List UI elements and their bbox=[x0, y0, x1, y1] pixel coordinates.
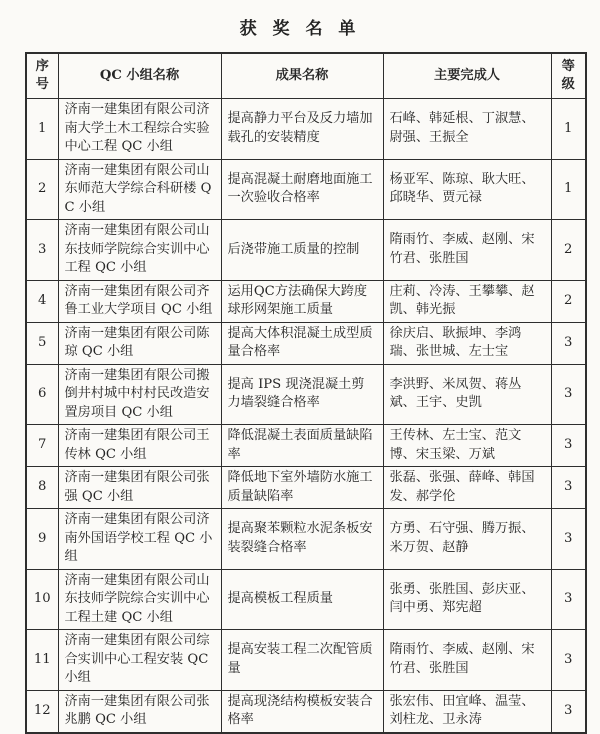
cell-achievement: 提高聚苯颗粒水泥条板安装裂缝合格率 bbox=[221, 509, 383, 570]
cell-no: 2 bbox=[26, 159, 58, 220]
cell-achievement: 降低地下室外墙防水施工质量缺陷率 bbox=[221, 467, 383, 509]
cell-no: 11 bbox=[26, 630, 58, 691]
cell-contributors: 张磊、张强、薛峰、韩国发、郝学伦 bbox=[383, 467, 551, 509]
cell-group: 济南一建集团有限公司张兆鹏 QC 小组 bbox=[58, 690, 221, 733]
cell-grade: 3 bbox=[551, 322, 586, 364]
column-header-grade: 等级 bbox=[551, 53, 586, 99]
cell-group: 济南一建集团有限公司张强 QC 小组 bbox=[58, 467, 221, 509]
cell-group: 济南一建集团有限公司山东技师学院综合实训中心工程 QC 小组 bbox=[58, 220, 221, 281]
cell-group: 济南一建集团有限公司山东技师学院综合实训中心工程土建 QC 小组 bbox=[58, 569, 221, 630]
cell-no: 1 bbox=[26, 99, 58, 160]
cell-no: 4 bbox=[26, 280, 58, 322]
cell-contributors: 隋雨竹、李威、赵刚、宋竹君、张胜国 bbox=[383, 220, 551, 281]
cell-no: 3 bbox=[26, 220, 58, 281]
cell-contributors: 张宏伟、田宜峰、温莹、刘柱龙、卫永涛 bbox=[383, 690, 551, 733]
cell-grade: 3 bbox=[551, 467, 586, 509]
cell-grade: 3 bbox=[551, 364, 586, 425]
cell-grade: 3 bbox=[551, 509, 586, 570]
table-row bbox=[26, 220, 586, 281]
cell-achievement: 提高现浇结构模板安装合格率 bbox=[221, 690, 383, 733]
cell-contributors: 石峰、韩延根、丁淑慧、尉强、王振全 bbox=[383, 99, 551, 160]
cell-grade: 2 bbox=[551, 280, 586, 322]
cell-achievement: 提高混凝土耐磨地面施工一次验收合格率 bbox=[221, 159, 383, 220]
table-row bbox=[26, 425, 586, 467]
cell-achievement: 提高 IPS 现浇混凝土剪力墙裂缝合格率 bbox=[221, 364, 383, 425]
cell-no: 12 bbox=[26, 690, 58, 733]
cell-achievement: 运用QC方法确保大跨度球形网架施工质量 bbox=[221, 280, 383, 322]
cell-group: 济南一建集团有限公司济南大学土木工程综合实验中心工程 QC 小组 bbox=[58, 99, 221, 160]
cell-grade: 3 bbox=[551, 569, 586, 630]
table-row bbox=[26, 159, 586, 220]
cell-group: 济南一建集团有限公司搬倒井村城中村村民改造安置房项目 QC 小组 bbox=[58, 364, 221, 425]
cell-achievement: 后浇带施工质量的控制 bbox=[221, 220, 383, 281]
cell-contributors: 隋雨竹、李威、赵刚、宋竹君、张胜国 bbox=[383, 630, 551, 691]
table-row bbox=[26, 280, 586, 322]
table-row bbox=[26, 690, 586, 733]
cell-no: 8 bbox=[26, 467, 58, 509]
table-row bbox=[26, 630, 586, 691]
cell-no: 10 bbox=[26, 569, 58, 630]
cell-contributors: 张勇、张胜国、彭庆亚、闫中勇、郑宪超 bbox=[383, 569, 551, 630]
table-row bbox=[26, 569, 586, 630]
cell-grade: 3 bbox=[551, 630, 586, 691]
column-header-group: QC 小组名称 bbox=[58, 53, 221, 99]
cell-grade: 1 bbox=[551, 159, 586, 220]
table-row bbox=[26, 467, 586, 509]
award-table bbox=[25, 52, 587, 734]
cell-contributors: 方勇、石守强、腾万振、米万贺、赵静 bbox=[383, 509, 551, 570]
table-row bbox=[26, 322, 586, 364]
cell-grade: 1 bbox=[551, 99, 586, 160]
column-header-contributors: 主要完成人 bbox=[383, 53, 551, 99]
cell-group: 济南一建集团有限公司山东师范大学综合科研楼 QC 小组 bbox=[58, 159, 221, 220]
cell-no: 7 bbox=[26, 425, 58, 467]
cell-group: 济南一建集团有限公司陈琼 QC 小组 bbox=[58, 322, 221, 364]
cell-achievement: 提高大体积混凝土成型质量合格率 bbox=[221, 322, 383, 364]
cell-group: 济南一建集团有限公司齐鲁工业大学项目 QC 小组 bbox=[58, 280, 221, 322]
cell-contributors: 杨亚军、陈琼、耿大旺、邱晓华、贾元禄 bbox=[383, 159, 551, 220]
cell-achievement: 提高安装工程二次配管质量 bbox=[221, 630, 383, 691]
table-row bbox=[26, 99, 586, 160]
column-header-achievement: 成果名称 bbox=[221, 53, 383, 99]
cell-achievement: 降低混凝土表面质量缺陷率 bbox=[221, 425, 383, 467]
table-header bbox=[26, 53, 586, 99]
cell-group: 济南一建集团有限公司综合实训中心工程安装 QC 小组 bbox=[58, 630, 221, 691]
cell-grade: 2 bbox=[551, 220, 586, 281]
cell-group: 济南一建集团有限公司王传林 QC 小组 bbox=[58, 425, 221, 467]
cell-achievement: 提高模板工程质量 bbox=[221, 569, 383, 630]
cell-achievement: 提高静力平台及反力墙加载孔的安装精度 bbox=[221, 99, 383, 160]
column-header-no: 序号 bbox=[26, 53, 58, 99]
page-title: 获 奖 名 单 bbox=[239, 19, 361, 39]
table-header-row bbox=[26, 53, 586, 99]
cell-contributors: 李洪野、米凤贺、蒋丛斌、王宇、史凯 bbox=[383, 364, 551, 425]
cell-grade: 3 bbox=[551, 690, 586, 733]
cell-no: 5 bbox=[26, 322, 58, 364]
cell-no: 6 bbox=[26, 364, 58, 425]
table-row bbox=[26, 509, 586, 570]
table-row bbox=[26, 364, 586, 425]
cell-contributors: 庄莉、冷涛、王攀攀、赵凯、韩光振 bbox=[383, 280, 551, 322]
cell-group: 济南一建集团有限公司济南外国语学校工程 QC 小组 bbox=[58, 509, 221, 570]
cell-grade: 3 bbox=[551, 425, 586, 467]
table-body bbox=[26, 99, 586, 733]
cell-no: 9 bbox=[26, 509, 58, 570]
cell-contributors: 徐庆启、耿振坤、李鸿瑞、张世城、左士宝 bbox=[383, 322, 551, 364]
cell-contributors: 王传林、左士宝、范文博、宋玉梁、万斌 bbox=[383, 425, 551, 467]
